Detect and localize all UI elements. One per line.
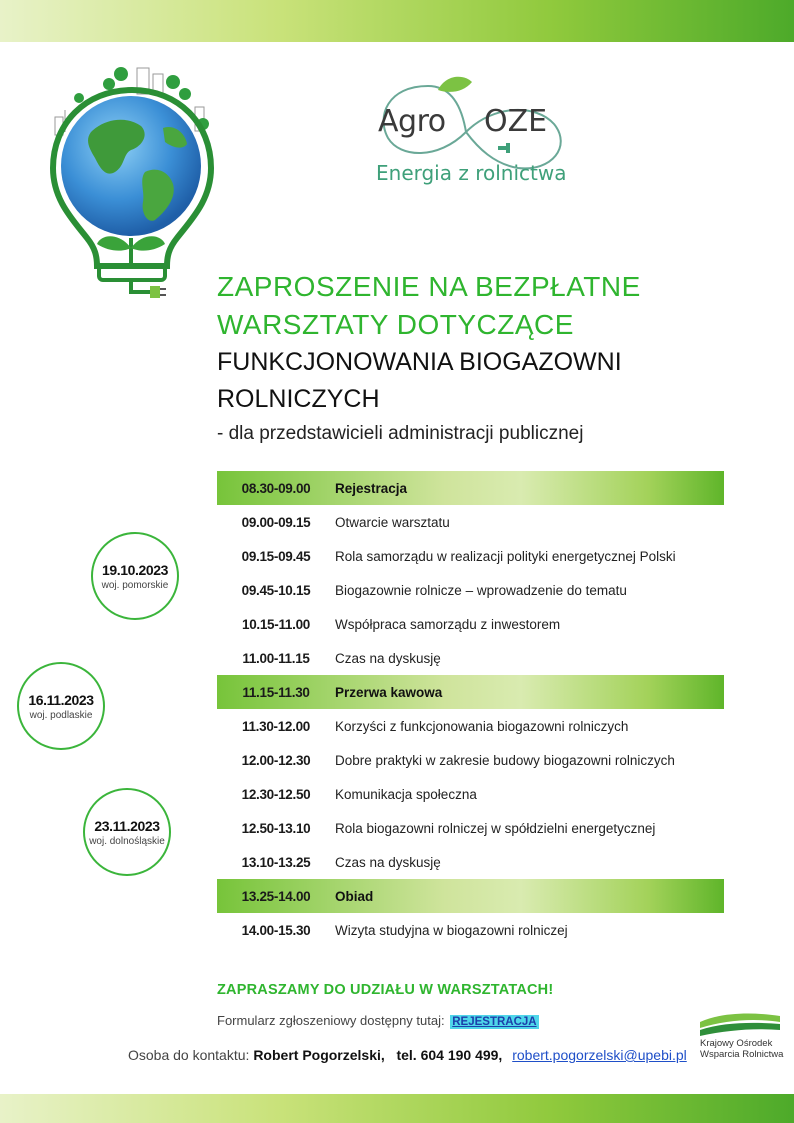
globe-bulb-illustration	[45, 62, 220, 307]
schedule-table	[217, 471, 724, 947]
logo-oze-text: OZE	[484, 104, 548, 139]
title-line-3: FUNKCJONOWANIA BIOGAZOWNI	[217, 348, 622, 376]
region-label: woj. podlaskie	[29, 709, 93, 721]
schedule-time: 12.30-12.50	[241, 786, 311, 802]
schedule-row	[217, 845, 724, 879]
schedule-description: Czas na dyskusję	[335, 650, 441, 666]
contact-label: Osoba do kontaktu:	[128, 1047, 250, 1063]
region-label: woj. dolnośląskie	[89, 835, 165, 847]
schedule-description: Biogazownie rolnicze – wprowadzenie do tematu	[335, 582, 627, 598]
schedule-time: 12.50-13.10	[241, 820, 311, 836]
schedule-time: 09.00-09.15	[241, 514, 311, 530]
schedule-time: 11.00-11.15	[242, 650, 310, 666]
schedule-description: Dobre praktyki w zakresie budowy biogazowni rolniczych	[335, 752, 675, 768]
title-line-1: ZAPROSZENIE NA BEZPŁATNE	[217, 271, 641, 302]
schedule-row	[217, 471, 724, 505]
schedule-description: Rola samorządu w realizacji polityki energetycznej Polski	[335, 548, 676, 564]
schedule-description: Otwarcie warsztatu	[335, 514, 450, 530]
contact-email-link[interactable]: robert.pogorzelski@upebi.pl	[512, 1047, 687, 1063]
schedule-time: 09.15-09.45	[241, 548, 311, 564]
schedule-description: Współpraca samorządu z inwestorem	[335, 616, 561, 632]
logo-agro-text: Agro	[378, 104, 446, 139]
date-value: 19.10.2023	[101, 561, 169, 578]
agro-oze-logo	[368, 68, 578, 193]
schedule-row	[217, 709, 724, 743]
schedule-row	[217, 777, 724, 811]
contact-name: Robert Pogorzelski,	[253, 1047, 385, 1063]
title-line-4: ROLNICZYCH	[217, 385, 380, 413]
bottom-gradient-bar	[0, 1094, 794, 1123]
schedule-time: 09.45-10.15	[241, 582, 311, 598]
schedule-description: Wizyta studyjna w biogazowni rolniczej	[335, 922, 568, 938]
schedule-row	[217, 743, 724, 777]
call-to-action: ZAPRASZAMY DO UDZIAŁU W WARSZTATACH!	[217, 982, 554, 998]
schedule-time: 13.10-13.25	[241, 854, 311, 870]
kowr-text	[700, 1038, 783, 1060]
schedule-row	[217, 641, 724, 675]
schedule-row	[217, 811, 724, 845]
schedule-time: 13.25-14.00	[241, 888, 311, 904]
date-circle-podlaskie	[17, 662, 105, 750]
date-value: 23.11.2023	[94, 817, 160, 834]
contact-phone: tel. 604 190 499,	[396, 1047, 503, 1063]
registration-line	[217, 1013, 539, 1028]
schedule-description: Rejestracja	[335, 480, 408, 496]
contact-line	[128, 1047, 687, 1063]
logo-tagline: Energia z rolnictwa	[376, 161, 567, 185]
schedule-row	[217, 607, 724, 641]
top-gradient-bar	[0, 0, 794, 42]
schedule-description: Komunikacja społeczna	[335, 786, 477, 802]
schedule-time: 10.15-11.00	[241, 616, 311, 632]
schedule-time: 11.15-11.30	[242, 684, 310, 700]
schedule-row	[217, 675, 724, 709]
schedule-description: Obiad	[335, 888, 374, 904]
schedule-row	[217, 505, 724, 539]
region-label: woj. pomorskie	[101, 579, 169, 591]
date-circle-pomorskie	[91, 532, 179, 620]
kowr-line-1: Krajowy Ośrodek	[700, 1038, 773, 1049]
date-circle-dolnoslaskie	[83, 788, 171, 876]
invitation-title	[217, 268, 737, 448]
date-value: 16.11.2023	[28, 691, 94, 708]
schedule-row	[217, 573, 724, 607]
kowr-fields-icon	[698, 1010, 782, 1040]
schedule-time: 14.00-15.30	[241, 922, 311, 938]
title-subtitle: - dla przedstawicieli administracji publicznej	[217, 423, 584, 444]
schedule-time: 11.30-12.00	[241, 718, 311, 734]
form-label: Formularz zgłoszeniowy dostępny tutaj:	[217, 1013, 445, 1028]
schedule-description: Czas na dyskusję	[335, 854, 441, 870]
title-line-2: WARSZTATY DOTYCZĄCE	[217, 309, 574, 340]
registration-link[interactable]: REJESTRACJA	[452, 1016, 537, 1028]
schedule-row	[217, 539, 724, 573]
schedule-description: Rola biogazowni rolniczej w spółdzielni energetycznej	[335, 820, 656, 836]
schedule-description: Przerwa kawowa	[335, 684, 443, 700]
schedule-row	[217, 913, 724, 947]
schedule-description: Korzyści z funkcjonowania biogazowni rolniczych	[335, 718, 629, 734]
schedule-row	[217, 879, 724, 913]
schedule-time: 08.30-09.00	[241, 480, 311, 496]
schedule-time: 12.00-12.30	[241, 752, 311, 768]
kowr-line-2: Wsparcia Rolnictwa	[700, 1049, 784, 1060]
kowr-logo	[698, 1010, 782, 1066]
